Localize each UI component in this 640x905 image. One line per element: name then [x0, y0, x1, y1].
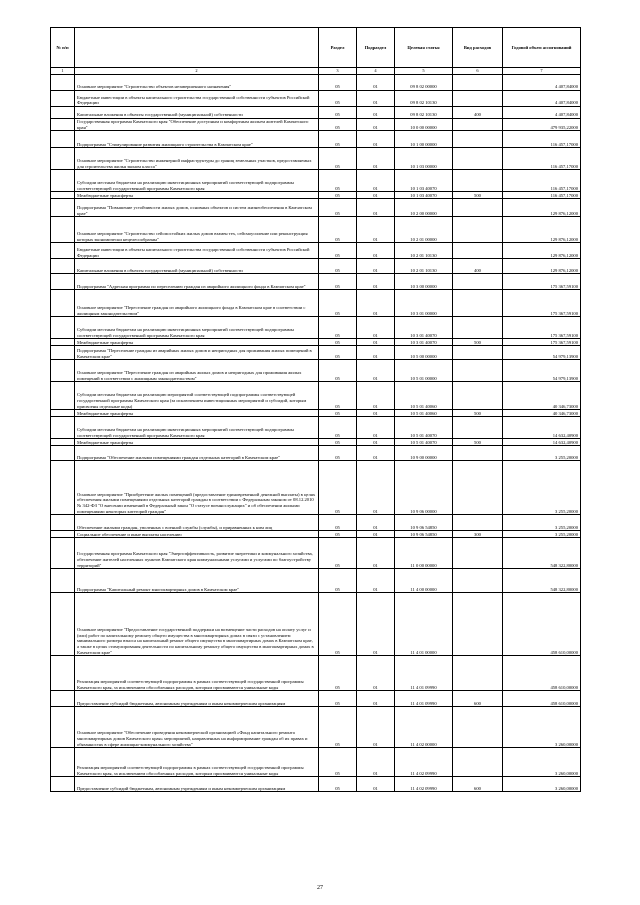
row-target-cell: 10 1 00 00000 [395, 131, 453, 148]
row-section-cell: 05 [319, 107, 357, 119]
row-num-cell [51, 360, 75, 382]
row-expense-type-cell: 300 [453, 531, 503, 538]
row-subsection-cell: 01 [357, 217, 395, 243]
row-num-cell [51, 777, 75, 792]
row-expense-type-cell [453, 382, 503, 410]
row-num-cell [51, 217, 75, 243]
row-subsection-cell: 01 [357, 538, 395, 569]
row-expense-type-cell [453, 417, 503, 439]
row-target-cell: 10 3 01 40070 [395, 339, 453, 346]
row-amount-cell: 4 407,84000 [503, 107, 581, 119]
row-expense-type-cell [453, 461, 503, 515]
row-expense-type-cell: 500 [453, 410, 503, 417]
row-num-cell [51, 346, 75, 360]
table-row [51, 119, 581, 131]
row-name-cell: Основное мероприятие "Предоставление государственной поддержки на возмещение части расходов на оплату услуг и (или) работ по капитальному ремонту общего имущества в многоквартирных домах в связи с установлением минимального размера взноса на капитальный ремонт общего имущества в многоквартирных домах в Камчатском крае, а также в целях стимулирования деятельности по капитальному ремонту общего имущества в многоквартирных домах в Камчатском крае" [75, 593, 319, 656]
row-expense-type-cell [453, 131, 503, 148]
row-target-cell: 11 4 02 09990 [395, 748, 453, 777]
colnum: 5 [395, 68, 453, 75]
row-expense-type-cell: 500 [453, 439, 503, 446]
row-section-cell: 05 [319, 148, 357, 170]
row-amount-cell: 116 457,17000 [503, 192, 581, 199]
row-amount-cell: 4 407,84000 [503, 75, 581, 91]
row-subsection-cell: 01 [357, 777, 395, 792]
row-subsection-cell: 01 [357, 75, 395, 91]
row-num-cell [51, 199, 75, 217]
row-subsection-cell: 01 [357, 339, 395, 346]
table-row [51, 439, 581, 446]
row-subsection-cell: 01 [357, 707, 395, 748]
table-row [51, 531, 581, 538]
row-name-cell: Обеспечение жилыми граждан, уволенных с военной службы (службы), и приравненных к ним лиц [75, 515, 319, 531]
row-section-cell: 05 [319, 461, 357, 515]
row-target-cell: 11 4 02 00000 [395, 707, 453, 748]
row-amount-cell: 116 457,17000 [503, 131, 581, 148]
row-num-cell [51, 170, 75, 192]
row-expense-type-cell [453, 656, 503, 691]
row-subsection-cell: 01 [357, 461, 395, 515]
table-row [51, 656, 581, 691]
row-subsection-cell: 01 [357, 569, 395, 593]
row-name-cell: Субсидии местным бюджетам на реализацию мероприятий соответствующей подпрограммы соответствующей государственной программы Камчатского края (за исключением инвестиционных мероприятий и субсидий, которым присвоены отдельные коды) [75, 382, 319, 410]
header-expense-type: Вид расходов [453, 28, 503, 68]
table-row [51, 569, 581, 593]
table-row [51, 417, 581, 439]
row-section-cell: 05 [319, 439, 357, 446]
colnum: 4 [357, 68, 395, 75]
row-amount-cell: 129 876,12000 [503, 243, 581, 259]
row-expense-type-cell [453, 515, 503, 531]
row-subsection-cell: 01 [357, 290, 395, 317]
row-num-cell [51, 148, 75, 170]
table-row [51, 748, 581, 777]
row-amount-cell: 479 935,22000 [503, 119, 581, 131]
row-target-cell: 10 3 01 00000 [395, 290, 453, 317]
row-num-cell [51, 691, 75, 707]
row-target-cell: 09 8 02 10130 [395, 91, 453, 107]
row-amount-cell: 3 260,00000 [503, 748, 581, 777]
row-expense-type-cell [453, 170, 503, 192]
row-subsection-cell: 01 [357, 515, 395, 531]
row-num-cell [51, 107, 75, 119]
row-expense-type-cell [453, 217, 503, 243]
row-amount-cell: 129 876,12000 [503, 199, 581, 217]
row-amount-cell: 3 255,20000 [503, 446, 581, 461]
row-expense-type-cell: 600 [453, 777, 503, 792]
row-expense-type-cell [453, 569, 503, 593]
row-name-cell: Предоставление субсидий бюджетным, автономным учреждениям и иным некоммерческим организациям [75, 691, 319, 707]
row-section-cell: 05 [319, 382, 357, 410]
row-section-cell: 05 [319, 531, 357, 538]
row-amount-cell: 458 610,00000 [503, 691, 581, 707]
row-subsection-cell: 01 [357, 317, 395, 339]
table-row [51, 707, 581, 748]
row-name-cell: Подпрограмма "Повышение устойчивости жилых домов, основных объектов и систем жизнеобеспечения в Камчатском крае" [75, 199, 319, 217]
table-row [51, 91, 581, 107]
row-target-cell: 10 1 03 00000 [395, 148, 453, 170]
row-expense-type-cell: 500 [453, 339, 503, 346]
row-name-cell: Межбюджетные трансферты [75, 410, 319, 417]
row-target-cell: 10 5 01 40070 [395, 417, 453, 439]
table-row [51, 382, 581, 410]
row-target-cell: 11 4 00 00000 [395, 569, 453, 593]
row-subsection-cell: 01 [357, 382, 395, 410]
row-num-cell [51, 748, 75, 777]
row-expense-type-cell [453, 119, 503, 131]
row-expense-type-cell: 400 [453, 107, 503, 119]
row-section-cell: 05 [319, 170, 357, 192]
row-section-cell: 05 [319, 417, 357, 439]
row-target-cell: 10 2 01 10130 [395, 259, 453, 274]
row-amount-cell: 458 610,00000 [503, 656, 581, 691]
row-amount-cell: 129 876,12000 [503, 259, 581, 274]
row-num-cell [51, 593, 75, 656]
row-expense-type-cell: 400 [453, 259, 503, 274]
row-amount-cell: 129 876,12000 [503, 217, 581, 243]
row-amount-cell: 14 632,40900 [503, 417, 581, 439]
row-target-cell: 11 4 01 00000 [395, 593, 453, 656]
header-section: Раздел [319, 28, 357, 68]
row-subsection-cell: 01 [357, 107, 395, 119]
row-num-cell [51, 290, 75, 317]
header-subsection: Подраздел [357, 28, 395, 68]
row-expense-type-cell [453, 243, 503, 259]
row-name-cell: Межбюджетные трансферты [75, 192, 319, 199]
row-num-cell [51, 131, 75, 148]
row-subsection-cell: 01 [357, 593, 395, 656]
row-num-cell [51, 192, 75, 199]
row-section-cell: 05 [319, 119, 357, 131]
row-section-cell: 05 [319, 410, 357, 417]
budget-table [50, 27, 581, 792]
row-amount-cell: 116 457,17000 [503, 170, 581, 192]
row-expense-type-cell [453, 75, 503, 91]
row-subsection-cell: 01 [357, 192, 395, 199]
row-target-cell: 10 3 01 40070 [395, 317, 453, 339]
row-name-cell: Субсидии местным бюджетам на реализацию инвестиционных мероприятий соответствующей подпрограммы соответствующей государственной программы Камчатского края [75, 317, 319, 339]
row-target-cell: 10 2 01 10130 [395, 243, 453, 259]
header-amount: Годовой объем ассигнований [503, 28, 581, 68]
row-target-cell: 10 1 03 40070 [395, 192, 453, 199]
row-amount-cell: 548 322,80000 [503, 538, 581, 569]
row-name-cell: Субсидии местным бюджетам на реализацию инвестиционных мероприятий соответствующей подпрограммы соответствующей государственной программы Камчатского края [75, 170, 319, 192]
row-expense-type-cell [453, 148, 503, 170]
header-name [75, 28, 319, 68]
row-target-cell: 10 9 06 54850 [395, 531, 453, 538]
table-row [51, 148, 581, 170]
row-amount-cell: 175 367,59100 [503, 339, 581, 346]
row-expense-type-cell [453, 446, 503, 461]
row-section-cell: 05 [319, 192, 357, 199]
row-expense-type-cell [453, 290, 503, 317]
row-subsection-cell: 01 [357, 410, 395, 417]
row-name-cell: Бюджетные инвестиции в объекты капитального строительства государственной собственности субъектов Российской Федерации [75, 91, 319, 107]
row-expense-type-cell [453, 593, 503, 656]
row-target-cell: 10 0 00 00000 [395, 119, 453, 131]
table-row [51, 107, 581, 119]
row-num-cell [51, 707, 75, 748]
table-row [51, 339, 581, 346]
row-expense-type-cell [453, 707, 503, 748]
row-section-cell: 05 [319, 75, 357, 91]
row-num-cell [51, 439, 75, 446]
row-subsection-cell: 01 [357, 446, 395, 461]
row-expense-type-cell [453, 360, 503, 382]
table-body [51, 75, 581, 792]
row-section-cell: 05 [319, 91, 357, 107]
colnum: 6 [453, 68, 503, 75]
colnum: 2 [75, 68, 319, 75]
row-num-cell [51, 317, 75, 339]
table-row [51, 360, 581, 382]
row-name-cell: Основное мероприятие "Приобретение жилых помещений (предоставление единовременной денежной выплаты) в целях обеспечения жилыми помещениями отдельных категорий граждан в соответствии с Федеральным законом от 08.12.2010 № 342-ФЗ "О внесении изменений в Федеральный закон "О статусе военнослужащих" и об обеспечении жилыми помещениями некоторых категорий граждан" [75, 461, 319, 515]
row-num-cell [51, 259, 75, 274]
row-target-cell: 11 0 00 00000 [395, 538, 453, 569]
row-num-cell [51, 119, 75, 131]
row-expense-type-cell [453, 538, 503, 569]
table-row [51, 446, 581, 461]
row-num-cell [51, 531, 75, 538]
row-target-cell: 10 9 06 00000 [395, 461, 453, 515]
row-num-cell [51, 417, 75, 439]
row-amount-cell: 3 255,20000 [503, 531, 581, 538]
row-amount-cell: 4 407,84000 [503, 91, 581, 107]
row-expense-type-cell [453, 199, 503, 217]
row-target-cell: 10 1 03 40070 [395, 170, 453, 192]
row-section-cell: 05 [319, 317, 357, 339]
row-subsection-cell: 01 [357, 148, 395, 170]
row-name-cell: Основное мероприятие "Переселение граждан из аварийных жилых домов и непригодных для проживания жилых помещений в соответствии с жилищным законодательством" [75, 360, 319, 382]
row-amount-cell: 54 979,13900 [503, 346, 581, 360]
row-section-cell: 05 [319, 656, 357, 691]
colnum: 7 [503, 68, 581, 75]
row-subsection-cell: 01 [357, 417, 395, 439]
row-section-cell: 05 [319, 217, 357, 243]
table-row [51, 170, 581, 192]
table-row [51, 192, 581, 199]
row-section-cell: 05 [319, 290, 357, 317]
row-subsection-cell: 01 [357, 259, 395, 274]
row-subsection-cell: 01 [357, 119, 395, 131]
row-subsection-cell: 01 [357, 131, 395, 148]
row-amount-cell: 175 367,59100 [503, 317, 581, 339]
row-name-cell: Субсидии местным бюджетам на реализацию инвестиционных мероприятий соответствующей подпрограммы соответствующей государственной программы Камчатского края [75, 417, 319, 439]
row-name-cell: Подпрограмма "Переселение граждан из аварийных жилых домов и непригодных для проживания жилых помещений в Камчатском крае" [75, 346, 319, 360]
row-num-cell [51, 515, 75, 531]
row-amount-cell: 116 457,17000 [503, 148, 581, 170]
table-row [51, 346, 581, 360]
row-name-cell: Основное мероприятие "Строительство инженерной инфраструктуры до границ земельных участков, предоставляемых для строительства жилья эконом класса" [75, 148, 319, 170]
row-target-cell: 10 5 01 40070 [395, 439, 453, 446]
row-name-cell: Государственная программа Камчатского края "Энергоэффективность, развитие энергетики и коммунального хозяйства, обеспечение жителей населенных пунктов Камчатского края коммунальными услугами и услугами по благоустройству территорий" [75, 538, 319, 569]
row-amount-cell: 458 610,00000 [503, 593, 581, 656]
row-name-cell: Основное мероприятие "Обеспечение проведения некоммерческой организацией «Фонд капитального ремонта многоквартирных домов Камчатского края» мероприятий, направленных на информирование граждан об их правах и обязанностях в сфере жилищно-коммунального хозяйства" [75, 707, 319, 748]
row-name-cell: Бюджетные инвестиции в объекты капитального строительства государственной собственности субъектов Российской Федерации [75, 243, 319, 259]
row-section-cell: 05 [319, 748, 357, 777]
row-name-cell: Межбюджетные трансферты [75, 439, 319, 446]
row-amount-cell: 175 367,59100 [503, 274, 581, 290]
row-num-cell [51, 243, 75, 259]
row-amount-cell: 3 260,00000 [503, 777, 581, 792]
row-name-cell: Основное мероприятие "Строительство объектов незавершенного назначения" [75, 75, 319, 91]
row-name-cell: Реализация мероприятий соответствующей подпрограммы в рамках соответствующей государственной программы Камчатского края, за исключением обособленных расходов, которым присваиваются уникальные коды [75, 748, 319, 777]
table-row [51, 75, 581, 91]
row-num-cell [51, 339, 75, 346]
row-section-cell: 05 [319, 199, 357, 217]
row-name-cell: Подпрограмма "Адресная программа по переселению граждан из аварийного жилищного фонда в Камчатском крае" [75, 274, 319, 290]
row-target-cell: 09 8 02 00000 [395, 75, 453, 91]
row-name-cell: Предоставление субсидий бюджетным, автономным учреждениям и иным некоммерческим организациям [75, 777, 319, 792]
row-section-cell: 05 [319, 777, 357, 792]
row-name-cell: Подпрограмма "Обеспечение жилыми помещениями граждан отдельных категорий в Камчатском крае" [75, 446, 319, 461]
table-row [51, 199, 581, 217]
row-section-cell: 05 [319, 346, 357, 360]
row-num-cell [51, 382, 75, 410]
row-amount-cell: 3 255,20000 [503, 515, 581, 531]
row-amount-cell: 40 346,73000 [503, 382, 581, 410]
row-amount-cell: 40 346,73000 [503, 410, 581, 417]
table-row [51, 777, 581, 792]
row-expense-type-cell [453, 317, 503, 339]
row-subsection-cell: 01 [357, 360, 395, 382]
table-row [51, 259, 581, 274]
row-name-cell: Реализация мероприятий соответствующей подпрограммы в рамках соответствующей государственной программы Камчатского края, за исключением обособленных расходов, которым присваиваются уникальные коды [75, 656, 319, 691]
row-target-cell: 09 8 02 10130 [395, 107, 453, 119]
row-subsection-cell: 01 [357, 531, 395, 538]
row-amount-cell: 175 367,59100 [503, 290, 581, 317]
row-subsection-cell: 01 [357, 91, 395, 107]
budget-page [50, 27, 580, 792]
table-row [51, 243, 581, 259]
row-expense-type-cell [453, 346, 503, 360]
row-target-cell: 10 5 01 40060 [395, 382, 453, 410]
row-name-cell: Основное мероприятие "Строительство сейсмостойких жилых домов взамен тех, сейсмоусиление или реконструкция которых экономически нецелесообразны" [75, 217, 319, 243]
row-target-cell: 10 9 00 00000 [395, 446, 453, 461]
header-target: Целевая статья [395, 28, 453, 68]
row-subsection-cell: 01 [357, 691, 395, 707]
row-target-cell: 11 4 02 09990 [395, 777, 453, 792]
row-num-cell [51, 91, 75, 107]
row-expense-type-cell: 500 [453, 192, 503, 199]
row-section-cell: 05 [319, 274, 357, 290]
table-row [51, 410, 581, 417]
row-amount-cell: 3 255,20000 [503, 461, 581, 515]
row-name-cell: Государственная программа Камчатского края "Обеспечение доступным и комфортным жильем жителей Камчатского края" [75, 119, 319, 131]
table-row [51, 317, 581, 339]
row-target-cell: 10 2 01 00000 [395, 217, 453, 243]
row-section-cell: 05 [319, 446, 357, 461]
row-section-cell: 05 [319, 131, 357, 148]
row-section-cell: 05 [319, 243, 357, 259]
row-section-cell: 05 [319, 691, 357, 707]
row-subsection-cell: 01 [357, 346, 395, 360]
row-name-cell: Социальное обеспечение и иные выплаты населению [75, 531, 319, 538]
row-amount-cell: 548 322,80000 [503, 569, 581, 593]
row-amount-cell: 3 260,00000 [503, 707, 581, 748]
row-target-cell: 10 5 01 40060 [395, 410, 453, 417]
row-num-cell [51, 274, 75, 290]
row-target-cell: 10 5 01 00000 [395, 360, 453, 382]
row-name-cell: Основное мероприятие "Переселение граждан из аварийного жилищного фонда в Камчатском крае в соответствии с жилищным законодательством" [75, 290, 319, 317]
row-name-cell: Капитальные вложения в объекты государственной (муниципальной) собственности [75, 107, 319, 119]
row-expense-type-cell [453, 91, 503, 107]
row-name-cell: Капитальные вложения в объекты государственной (муниципальной) собственности [75, 259, 319, 274]
table-row [51, 538, 581, 569]
row-num-cell [51, 656, 75, 691]
row-section-cell: 05 [319, 360, 357, 382]
row-section-cell: 05 [319, 515, 357, 531]
row-expense-type-cell [453, 274, 503, 290]
row-section-cell: 05 [319, 593, 357, 656]
table-row [51, 593, 581, 656]
row-num-cell [51, 461, 75, 515]
row-num-cell [51, 75, 75, 91]
row-num-cell [51, 569, 75, 593]
row-subsection-cell: 01 [357, 274, 395, 290]
table-row [51, 515, 581, 531]
row-subsection-cell: 01 [357, 199, 395, 217]
row-target-cell: 10 3 00 00000 [395, 274, 453, 290]
row-section-cell: 05 [319, 259, 357, 274]
row-target-cell: 11 4 01 09990 [395, 691, 453, 707]
row-name-cell: Подпрограмма "Стимулирование развития жилищного строительства в Камчатском крае" [75, 131, 319, 148]
table-row [51, 274, 581, 290]
row-subsection-cell: 01 [357, 439, 395, 446]
row-target-cell: 10 5 00 00000 [395, 346, 453, 360]
row-expense-type-cell: 600 [453, 691, 503, 707]
row-amount-cell: 54 979,13900 [503, 360, 581, 382]
row-amount-cell: 14 632,40900 [503, 439, 581, 446]
row-target-cell: 10 9 06 54850 [395, 515, 453, 531]
row-num-cell [51, 538, 75, 569]
table-row [51, 290, 581, 317]
row-section-cell: 05 [319, 569, 357, 593]
row-target-cell: 11 4 01 09990 [395, 656, 453, 691]
row-section-cell: 05 [319, 707, 357, 748]
row-subsection-cell: 01 [357, 170, 395, 192]
row-name-cell: Межбюджетные трансферты [75, 339, 319, 346]
row-num-cell [51, 410, 75, 417]
row-subsection-cell: 01 [357, 748, 395, 777]
row-name-cell: Подпрограмма "Капитальный ремонт многоквартирных домов в Камчатском крае" [75, 569, 319, 593]
table-row [51, 461, 581, 515]
colnum: 3 [319, 68, 357, 75]
row-section-cell: 05 [319, 538, 357, 569]
table-row [51, 691, 581, 707]
row-target-cell: 10 2 00 00000 [395, 199, 453, 217]
header-num: № п/п [51, 28, 75, 68]
row-subsection-cell: 01 [357, 656, 395, 691]
table-header-row [51, 28, 581, 68]
row-expense-type-cell [453, 748, 503, 777]
table-row [51, 217, 581, 243]
row-num-cell [51, 446, 75, 461]
table-row [51, 131, 581, 148]
column-numbers-row [51, 68, 581, 75]
colnum: 1 [51, 68, 75, 75]
page-number: 27 [317, 885, 323, 891]
row-subsection-cell: 01 [357, 243, 395, 259]
row-section-cell: 05 [319, 339, 357, 346]
